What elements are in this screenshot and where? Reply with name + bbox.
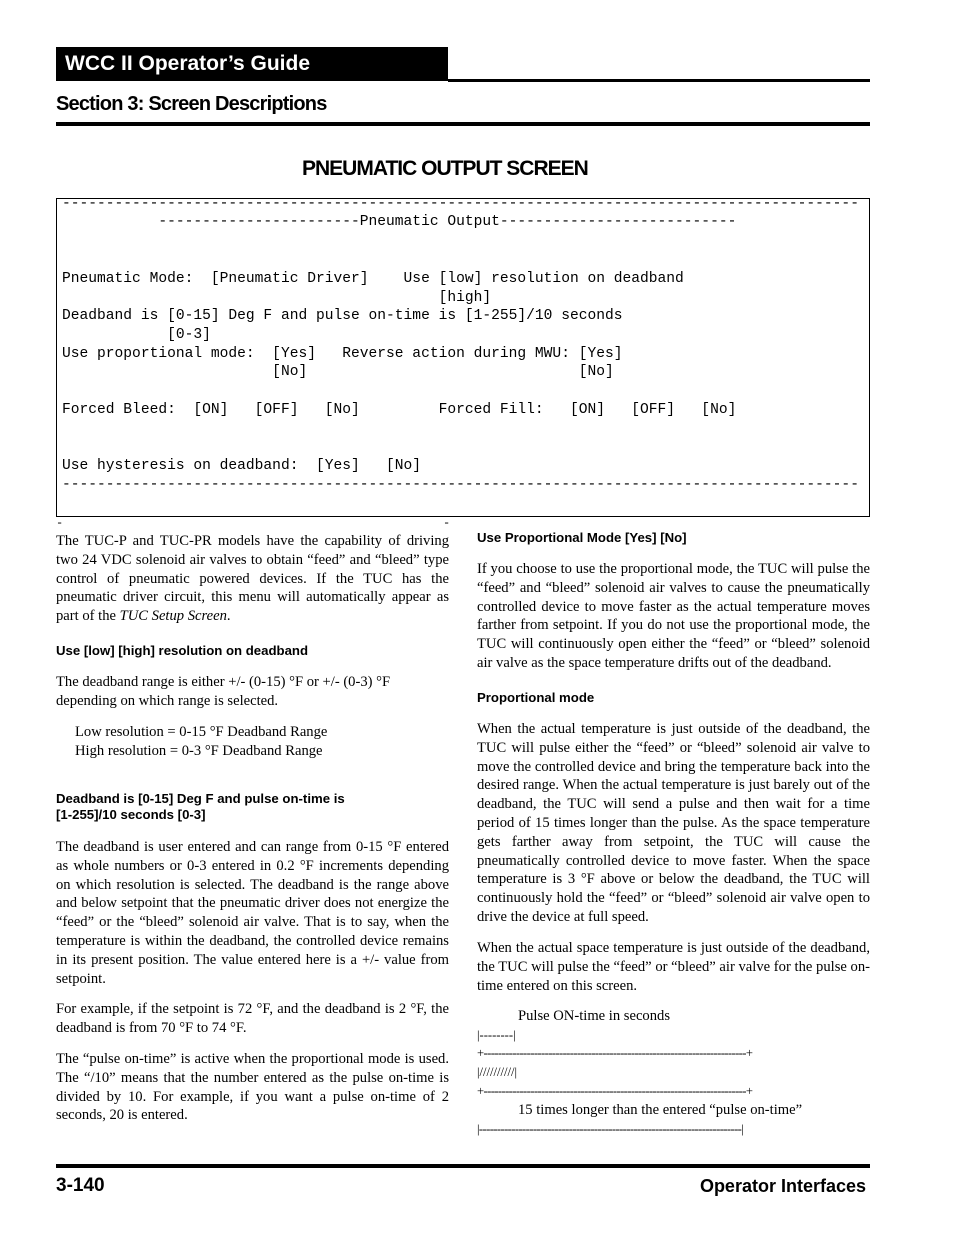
footer-rule <box>56 1164 870 1168</box>
wait-period-label: 15 times longer than the entered “pulse on-time” <box>518 1102 803 1118</box>
footer-section-name: Operator Interfaces <box>699 1176 866 1196</box>
screen-line: Use proportional mode: [Yes] Reverse action during MWU: [Yes] <box>62 346 623 362</box>
pulse-bracket: |--------| <box>477 1028 516 1042</box>
pulse-paragraph: The “pulse on-time” is active when the proportional mode is used. The “/10” means that the number entered as the pulse on-time is divided by 10. For example, if you want a pulse on-time of 2 seconds, 20 is entered. <box>56 1051 449 1124</box>
screen-line: [high] <box>62 290 492 306</box>
section-rule <box>56 122 870 126</box>
screen-line: [No] [No] <box>62 364 614 380</box>
screen-line: Use hysteresis on deadband: [Yes] [No] <box>62 458 422 474</box>
resolution-paragraph: The deadband range is either +/- (0-15) °F or +/- (0-3) °F depending on which range is selected. <box>56 674 391 709</box>
page-number: 3-140 <box>56 1175 105 1196</box>
header-rule <box>448 79 870 82</box>
diagram-border-top: +-------------------------------------------------------------------------+ <box>477 1046 753 1060</box>
screen-line: Forced Bleed: [ON] [OFF] [No] Forced Fill: [ON] [OFF] [No] <box>62 402 737 418</box>
screen-line: Deadband is [0-15] Deg F and pulse on-time is [1-255]/10 seconds <box>62 308 623 324</box>
left-dash-mark: - <box>56 516 64 530</box>
diagram-border-bottom: +-------------------------------------------------------------------------+ <box>477 1084 753 1098</box>
pulse-on-bar: |//////////| <box>477 1065 518 1079</box>
screen-line: Pneumatic Mode: [Pneumatic Driver] Use [low] resolution on deadband <box>62 271 684 287</box>
example-paragraph: For example, if the setpoint is 72 °F, and the deadband is 2 °F, the deadband is from 70 °F to 74 °F. <box>56 1001 449 1036</box>
screen-line: [0-3] <box>62 327 211 343</box>
space-temp-paragraph: When the actual space temperature is just outside of the deadband, the TUC will pulse the “feed” or “bleed” air valve for the pulse on-time entered on this screen. <box>477 940 870 994</box>
proportional-mode-paragraph: When the actual temperature is just outside of the deadband, the TUC will pulse either the “feed” or “bleed” solenoid air valve to move the controlled device and bring the temperature back into the desired range. When the actual temperature is just barely out of the deadband, the TUC will send a pulse and then wait for a time period of 15 times longer than the pulse. As the space temperature gets farther away from setpoint, the TUC will cause the pneumatically controlled device to move faster. When the space temperature is 3 °F above or below the deadband, the TUC will continuously hold the “feed” or “bleed” solenoid air valve open to drive the device at full speed. <box>477 721 870 925</box>
screen-line: -----------------------Pneumatic Output--------------------------- <box>62 214 737 230</box>
wait-period-bracket: |-------------------------------------------------------------------------| <box>477 1122 744 1136</box>
screen-line: ------------------------------------------------------------------------------------------- <box>62 198 859 212</box>
heading-deadband-line1: Deadband is [0-15] Deg F and pulse on-time is <box>56 791 345 806</box>
heading-proportional-mode: Proportional mode <box>477 690 595 705</box>
proportional-choice-paragraph: If you choose to use the proportional mode, the TUC will pulse the “feed” and “bleed” solenoid air valves to cause the pneumatically controlled device to move faster as the actual temperature moves farther from setpoint. If you do not use the proportional mode, the TUC will continuously open either the “feed” or “bleed” solenoid air valve as the space temperature drifts out of the deadband. <box>477 561 870 671</box>
heading-resolution: Use [low] [high] resolution on deadband <box>56 643 309 658</box>
right-dash-mark: - <box>443 516 451 530</box>
intro-paragraph: The TUC-P and TUC-PR models have the capability of driving two 24 VDC solenoid air valves to obtain “feed” and “bleed” type control of pneumatic powered devices. If the TUC has the pneumatic driver circuit, this menu will automatically appear as part of the TUC Setup Screen. <box>56 533 449 625</box>
low-resolution-line: Low resolution = 0-15 °F Deadband Range <box>75 724 328 740</box>
deadband-paragraph: The deadband is user entered and can range from 0-15 °F entered as whole numbers or 0-3 entered in 0.2 °F increments depending on which resolution is selected. The deadband is the range above and below setpoint that the pneumatic driver does not energize the “feed” or the “bleed” solenoid air valve. That is to say, when the temperature is within the deadband, the controlled device remains in its present position. The value entered here is a +/- value from setpoint. <box>56 839 449 987</box>
screen-display-box <box>56 198 870 517</box>
screen-line: ------------------------------------------------------------------------------------------- <box>62 477 859 493</box>
section-title: Section 3: Screen Descriptions <box>56 93 327 115</box>
screen-title: PNEUMATIC OUTPUT SCREEN <box>302 157 588 180</box>
heading-deadband-line2: [1-255]/10 seconds [0-3] <box>56 807 206 822</box>
guide-title-banner: WCC II Operator’s Guide <box>56 47 448 81</box>
heading-proportional-yes-no: Use Proportional Mode [Yes] [No] <box>477 530 687 545</box>
pulse-on-time-label: Pulse ON-time in seconds <box>518 1008 671 1024</box>
high-resolution-line: High resolution = 0-3 °F Deadband Range <box>75 743 323 759</box>
